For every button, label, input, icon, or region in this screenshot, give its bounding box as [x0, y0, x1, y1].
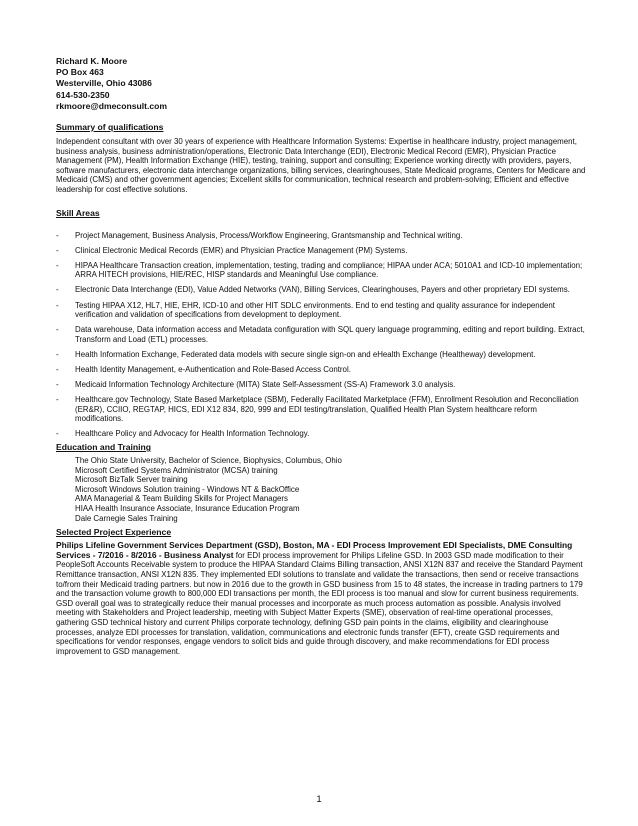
contact-city: Westerville, Ohio 43086	[56, 78, 152, 89]
list-item: The Ohio State University, Bachelor of Science, Biophysics, Columbus, Ohio	[75, 456, 342, 466]
list-item: - Medicaid Information Technology Architecture (MITA) State Self-Assessment (SS-A) Framework 3.0 analysis.	[56, 380, 456, 390]
list-item: Dale Carnegie Sales Training	[75, 513, 178, 523]
contact-phone: 614-530-2350	[56, 89, 110, 100]
list-item: Microsoft Certified Systems Administrator (MCSA) training	[75, 465, 278, 475]
list-item: HIAA Health Insurance Associate, Insurance Education Program	[75, 504, 300, 514]
contact-name: Richard K. Moore	[56, 56, 128, 66]
contact-po-box: PO Box 463	[56, 67, 104, 78]
list-item: - Health Identity Management, e-Authentication and Role-Based Access Control.	[56, 365, 351, 375]
skills-list	[56, 231, 586, 440]
list-item: - Healthcare.gov Technology, State Based Marketplace (SBM), Federally Facilitated Marketplace (FFM), Enrollment Resolution and Reconciliation (ER&R), CCIIO, REGTAP, HICS, EDI X12 834, 820, 999 and EDI testing/translation, Qualified Health Plan System healthcare reform modifications.	[56, 395, 579, 424]
list-item: - Electronic Data Interchange (EDI), Value Added Networks (VAN), Billing Services, Clearinghouses, Payers and other proprietary EDI systems.	[56, 285, 570, 295]
contact-block	[56, 56, 586, 112]
skills-heading: Skill Areas	[56, 207, 100, 218]
list-item: - Health Information Exchange, Federated data models with secure single sign-on and eHealth Exchange (Healtheway) development.	[56, 349, 536, 359]
summary-text: Independent consultant with over 30 years of experience with Healthcare Information Systems: Expertise in healthcare industry, project management, business analysis, business administration/operations, Electronic Data Interchange (EDI), Electronic Medical Record (EMR), Physician Practice Management (PM), Health Information Exchange (HIE), testing, training, support and consulting; Experience working directly with providers, payers, software manufacturers, electronic data interchange organizations, billing services, clearinghouses, State Medicaid programs, Centers for Medicare and Medicaid (CMS) and other government agencies; Excellent skills for communication, technical research and problem-solving; Efficient and effective leadership for cost effective solutions.	[56, 137, 586, 194]
experience-title: Philips Lifeline Government Services Department (GSD), Boston, MA - EDI Process Improvement EDI Specialists, DME Consulting Services - 7/2016 - 8/2016 - Business Analyst	[56, 540, 573, 560]
list-item: - Clinical Electronic Medical Records (EMR) and Physician Practice Management (PM) Systems.	[56, 245, 408, 255]
list-item: Microsoft Windows Solution training - Windows NT & BackOffice	[75, 484, 300, 494]
list-item: Microsoft BizTalk Server training	[75, 475, 188, 485]
contact-email[interactable]: rkmoore@dmeconsult.com	[56, 100, 168, 111]
education-list	[56, 456, 586, 523]
experience-heading: Selected Project Experience	[56, 527, 172, 538]
list-item: - Data warehouse, Data information access and Metadata configuration with SQL query language programming, editing and report building. Extract, Transform and Load (ETL) processes.	[56, 325, 585, 344]
summary-heading: Summary of qualifications	[56, 122, 164, 133]
experience-text: for EDI process improvement for Philips Lifeline GSD. In 2003 GSD made modification to their PeopleSoft Accounts Receivable system to produce the HIPAA Standard Claims Billing transaction, ANSI X12N 837 and receive the Standard Payment Remittance transaction, ANSI X12N 835. They implemented EDI solutions to translate and validate the transactions, then send or receive transactions to/from their Medicaid trading partners. but now in 2016 due to the growth in GSD business from 15 to 48 states, the increase in trading partners to 179 and the transaction volume growth to 800,000 EDI transactions per month, the EDI process is too manual and slow for current business requirements. GSD overall goal was to strategically reduce their manual processes and incorporate as much process automation as possible. Analysis involved meeting with Stakeholders and Project leadership, meeting with Subject Matter Experts (SME), observation of real-time operational processes, gathering GSD technical history and current Philips corporate technology, defining GSD pain points in the claims, eligibility and clearinghouse processes, analyze EDI processes for translation, validation, communications and electronic funds transfer (EFT), create GSD requirements and specifications for vendor responses, engage vendors to solicit bids and guide through discovery, and make recommendations for EDI process improvement to GSD management.	[56, 550, 583, 656]
page-number: 1	[316, 794, 322, 805]
education-heading: Education and Training	[56, 442, 152, 453]
experience-entry	[56, 541, 586, 656]
list-item: AMA Managerial & Team Building Skills for Project Managers	[75, 494, 288, 504]
list-item: - HIPAA Healthcare Transaction creation, implementation, testing, trading and compliance; HIPAA under ACA; 5010A1 and ICD-10 implementation; ARRA HITECH provisions, HIE/REC, HISP standards and Meaningful Use compliance.	[56, 260, 583, 280]
list-item: - Healthcare Policy and Advocacy for Health Information Technology.	[56, 429, 310, 439]
resume-page	[56, 56, 586, 656]
list-item: - Testing HIPAA X12, HL7, HIE, EHR, ICD-10 and other HIT SDLC environments. End to end testing and quality assurance for independent verification and validation of specifications from development to deployment.	[56, 300, 555, 320]
list-item: - Project Management, Business Analysis, Process/Workflow Engineering, Grantsmanship and Technical writing.	[56, 230, 463, 240]
